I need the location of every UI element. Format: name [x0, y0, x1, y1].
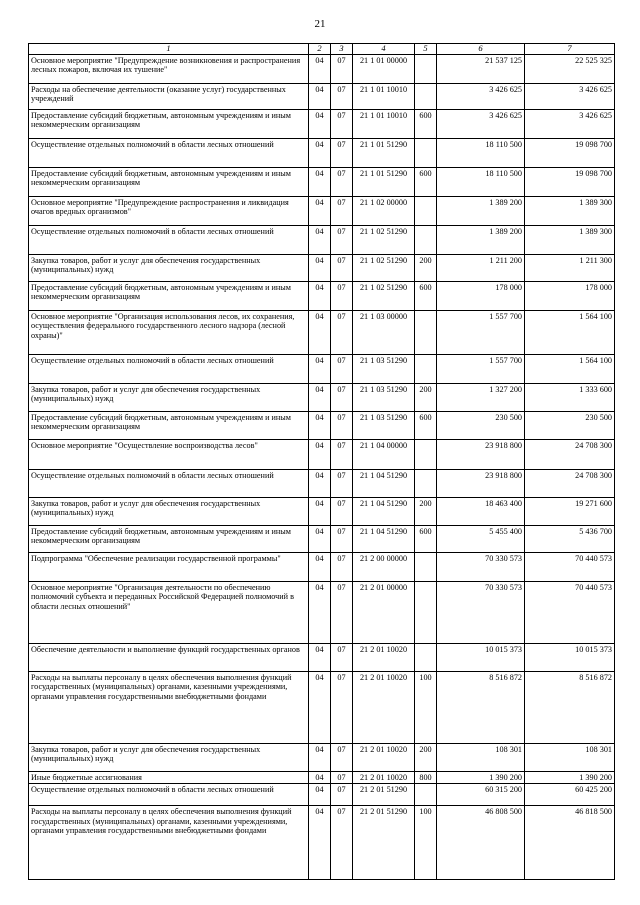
table-row [29, 310, 615, 354]
row-code: 21 1 03 51290 [353, 354, 415, 383]
row-section: 04 [309, 806, 331, 880]
row-code: 21 1 02 00000 [353, 196, 415, 225]
row-section: 04 [309, 167, 331, 196]
row-value-2: 1 564 100 [525, 354, 615, 383]
row-subsection: 07 [331, 383, 353, 411]
table-row [29, 281, 615, 310]
row-code: 21 1 03 51290 [353, 383, 415, 411]
row-section: 04 [309, 469, 331, 497]
row-section: 04 [309, 83, 331, 109]
col-header-value2: 7 [525, 44, 615, 55]
row-subsection: 07 [331, 671, 353, 743]
row-value-2: 24 708 300 [525, 469, 615, 497]
table-row [29, 671, 615, 743]
row-expense-type: 800 [415, 771, 437, 784]
row-value-2: 19 098 700 [525, 138, 615, 167]
table-row [29, 643, 615, 671]
row-expense-type [415, 196, 437, 225]
row-value-1: 46 808 500 [437, 806, 525, 880]
row-value-2: 60 425 200 [525, 784, 615, 806]
col-header-name: 1 [29, 44, 309, 55]
row-code: 21 1 04 51290 [353, 497, 415, 525]
row-name: Закупка товаров, работ и услуг для обеспечения государственных (муниципальных) нужд [29, 254, 309, 281]
table-row [29, 109, 615, 138]
row-name: Осуществление отдельных полномочий в области лесных отношений [29, 784, 309, 806]
row-name: Основное мероприятие "Осуществление воспроизводства лесов" [29, 439, 309, 469]
row-value-1: 23 918 800 [437, 439, 525, 469]
row-expense-type: 600 [415, 167, 437, 196]
row-value-1: 1 390 200 [437, 771, 525, 784]
row-value-1: 3 426 625 [437, 83, 525, 109]
row-subsection: 07 [331, 167, 353, 196]
row-name: Закупка товаров, работ и услуг для обеспечения государственных (муниципальных) нужд [29, 497, 309, 525]
row-expense-type: 200 [415, 743, 437, 771]
row-section: 04 [309, 254, 331, 281]
table-row [29, 138, 615, 167]
table-row [29, 167, 615, 196]
row-subsection: 07 [331, 196, 353, 225]
row-section: 04 [309, 439, 331, 469]
row-name: Предоставление субсидий бюджетным, автономным учреждениям и иным некоммерческим организациям [29, 525, 309, 552]
row-value-1: 70 330 573 [437, 581, 525, 643]
row-value-2: 8 516 872 [525, 671, 615, 743]
row-section: 04 [309, 671, 331, 743]
row-expense-type: 600 [415, 525, 437, 552]
row-code: 21 1 01 51290 [353, 167, 415, 196]
row-section: 04 [309, 771, 331, 784]
row-name: Осуществление отдельных полномочий в области лесных отношений [29, 138, 309, 167]
row-expense-type [415, 469, 437, 497]
row-expense-type: 100 [415, 671, 437, 743]
row-expense-type [415, 439, 437, 469]
table-row [29, 497, 615, 525]
row-subsection: 07 [331, 439, 353, 469]
row-expense-type [415, 138, 437, 167]
row-value-1: 60 315 200 [437, 784, 525, 806]
row-section: 04 [309, 643, 331, 671]
table-row [29, 743, 615, 771]
row-value-1: 70 330 573 [437, 552, 525, 581]
row-value-2: 1 564 100 [525, 310, 615, 354]
row-subsection: 07 [331, 138, 353, 167]
row-value-1: 5 455 400 [437, 525, 525, 552]
row-subsection: 07 [331, 281, 353, 310]
row-value-2: 1 390 200 [525, 771, 615, 784]
table-row [29, 54, 615, 83]
row-subsection: 07 [331, 771, 353, 784]
row-subsection: 07 [331, 552, 353, 581]
row-expense-type: 600 [415, 109, 437, 138]
col-header-type: 5 [415, 44, 437, 55]
table-row [29, 771, 615, 784]
row-expense-type: 600 [415, 411, 437, 439]
table-row [29, 83, 615, 109]
row-subsection: 07 [331, 54, 353, 83]
row-value-1: 18 110 500 [437, 138, 525, 167]
row-code: 21 2 01 51290 [353, 784, 415, 806]
table-row [29, 806, 615, 880]
row-subsection: 07 [331, 806, 353, 880]
row-section: 04 [309, 497, 331, 525]
row-value-2: 70 440 573 [525, 581, 615, 643]
row-section: 04 [309, 552, 331, 581]
row-expense-type: 200 [415, 497, 437, 525]
row-subsection: 07 [331, 743, 353, 771]
row-subsection: 07 [331, 497, 353, 525]
row-value-1: 1 557 700 [437, 310, 525, 354]
row-expense-type [415, 310, 437, 354]
row-name: Основное мероприятие "Предупреждение возникновения и распространения лесных пожаров, включая их тушение" [29, 54, 309, 83]
row-value-2: 10 015 373 [525, 643, 615, 671]
table-row [29, 254, 615, 281]
row-section: 04 [309, 54, 331, 83]
row-code: 21 2 01 10020 [353, 771, 415, 784]
row-value-2: 22 525 325 [525, 54, 615, 83]
row-value-1: 178 000 [437, 281, 525, 310]
row-value-1: 230 500 [437, 411, 525, 439]
row-subsection: 07 [331, 354, 353, 383]
row-section: 04 [309, 411, 331, 439]
table-row [29, 411, 615, 439]
row-value-1: 23 918 800 [437, 469, 525, 497]
row-value-1: 108 301 [437, 743, 525, 771]
row-value-1: 18 110 500 [437, 167, 525, 196]
row-name: Иные бюджетные ассигнования [29, 771, 309, 784]
row-code: 21 2 01 51290 [353, 806, 415, 880]
table-row [29, 784, 615, 806]
row-name: Предоставление субсидий бюджетным, автономным учреждениям и иным некоммерческим организациям [29, 109, 309, 138]
row-name: Предоставление субсидий бюджетным, автономным учреждениям и иным некоммерческим организациям [29, 167, 309, 196]
row-code: 21 1 03 51290 [353, 411, 415, 439]
row-name: Осуществление отдельных полномочий в области лесных отношений [29, 469, 309, 497]
page-number: 21 [314, 18, 326, 30]
row-section: 04 [309, 743, 331, 771]
row-name: Расходы на выплаты персоналу в целях обеспечения выполнения функций государственных (муниципальных) органами, казенными учреждениями, органами управления государственными внебюджетными фондами [29, 671, 309, 743]
row-subsection: 07 [331, 525, 353, 552]
col-header-code: 4 [353, 44, 415, 55]
row-value-2: 19 098 700 [525, 167, 615, 196]
row-value-1: 18 463 400 [437, 497, 525, 525]
row-section: 04 [309, 581, 331, 643]
row-code: 21 2 01 00000 [353, 581, 415, 643]
row-section: 04 [309, 354, 331, 383]
row-code: 21 1 01 00000 [353, 54, 415, 83]
row-section: 04 [309, 196, 331, 225]
row-code: 21 1 04 51290 [353, 469, 415, 497]
row-subsection: 07 [331, 469, 353, 497]
row-section: 04 [309, 383, 331, 411]
header-row [29, 44, 615, 55]
row-value-2: 3 426 625 [525, 83, 615, 109]
row-code: 21 1 01 51290 [353, 138, 415, 167]
row-expense-type: 100 [415, 806, 437, 880]
row-value-2: 230 500 [525, 411, 615, 439]
row-code: 21 2 01 10020 [353, 643, 415, 671]
row-value-2: 24 708 300 [525, 439, 615, 469]
row-expense-type: 200 [415, 254, 437, 281]
col-header-section: 2 [309, 44, 331, 55]
row-subsection: 07 [331, 643, 353, 671]
row-code: 21 2 00 00000 [353, 552, 415, 581]
row-value-1: 1 557 700 [437, 354, 525, 383]
row-code: 21 2 01 10020 [353, 743, 415, 771]
row-value-2: 19 271 600 [525, 497, 615, 525]
row-code: 21 2 01 10020 [353, 671, 415, 743]
table-row [29, 552, 615, 581]
table-row [29, 225, 615, 254]
row-expense-type [415, 581, 437, 643]
table-row [29, 469, 615, 497]
row-value-2: 178 000 [525, 281, 615, 310]
row-value-2: 1 333 600 [525, 383, 615, 411]
row-subsection: 07 [331, 784, 353, 806]
row-code: 21 1 01 10010 [353, 109, 415, 138]
row-section: 04 [309, 109, 331, 138]
row-value-1: 1 389 200 [437, 196, 525, 225]
row-name: Осуществление отдельных полномочий в области лесных отношений [29, 354, 309, 383]
row-section: 04 [309, 525, 331, 552]
row-name: Предоставление субсидий бюджетным, автономным учреждениям и иным некоммерческим организациям [29, 411, 309, 439]
row-code: 21 1 02 51290 [353, 225, 415, 254]
row-value-2: 5 436 700 [525, 525, 615, 552]
row-value-1: 1 327 200 [437, 383, 525, 411]
row-code: 21 1 03 00000 [353, 310, 415, 354]
table-row [29, 439, 615, 469]
row-expense-type [415, 552, 437, 581]
table-row [29, 383, 615, 411]
row-section: 04 [309, 225, 331, 254]
row-code: 21 1 04 51290 [353, 525, 415, 552]
row-name: Предоставление субсидий бюджетным, автономным учреждениям и иным некоммерческим организациям [29, 281, 309, 310]
col-header-value1: 6 [437, 44, 525, 55]
row-subsection: 07 [331, 411, 353, 439]
row-name: Основное мероприятие "Организация деятельности по обеспечению полномочий субъекта и переданных Российской Федерацией полномочий в области лесных отношений" [29, 581, 309, 643]
table-row [29, 525, 615, 552]
row-name: Расходы на обеспечение деятельности (оказание услуг) государственных учреждений [29, 83, 309, 109]
table-row [29, 354, 615, 383]
row-expense-type [415, 225, 437, 254]
row-section: 04 [309, 784, 331, 806]
row-subsection: 07 [331, 225, 353, 254]
row-name: Закупка товаров, работ и услуг для обеспечения государственных (муниципальных) нужд [29, 743, 309, 771]
row-expense-type [415, 784, 437, 806]
row-name: Обеспечение деятельности и выполнение функций государственных органов [29, 643, 309, 671]
row-subsection: 07 [331, 581, 353, 643]
row-value-1: 10 015 373 [437, 643, 525, 671]
row-name: Основное мероприятие "Предупреждение распространения и ликвидация очагов вредных организмов" [29, 196, 309, 225]
table-row [29, 581, 615, 643]
row-value-1: 21 537 125 [437, 54, 525, 83]
col-header-subsection: 3 [331, 44, 353, 55]
row-value-2: 1 211 300 [525, 254, 615, 281]
table-row [29, 196, 615, 225]
row-name: Подпрограмма "Обеспечение реализации государственной программы" [29, 552, 309, 581]
row-name: Основное мероприятие "Организация использования лесов, их сохранения, осуществления федерального государственного лесного надзора (лесной охраны)" [29, 310, 309, 354]
row-value-2: 46 818 500 [525, 806, 615, 880]
row-expense-type [415, 643, 437, 671]
row-expense-type: 600 [415, 281, 437, 310]
row-subsection: 07 [331, 254, 353, 281]
row-expense-type: 200 [415, 383, 437, 411]
row-code: 21 1 04 00000 [353, 439, 415, 469]
row-value-2: 1 389 300 [525, 225, 615, 254]
row-value-2: 3 426 625 [525, 109, 615, 138]
row-value-2: 70 440 573 [525, 552, 615, 581]
row-value-1: 3 426 625 [437, 109, 525, 138]
row-value-1: 8 516 872 [437, 671, 525, 743]
row-expense-type [415, 83, 437, 109]
row-value-1: 1 389 200 [437, 225, 525, 254]
row-value-2: 1 389 300 [525, 196, 615, 225]
row-value-2: 108 301 [525, 743, 615, 771]
row-name: Закупка товаров, работ и услуг для обеспечения государственных (муниципальных) нужд [29, 383, 309, 411]
row-section: 04 [309, 281, 331, 310]
row-expense-type [415, 54, 437, 83]
row-name: Осуществление отдельных полномочий в области лесных отношений [29, 225, 309, 254]
row-section: 04 [309, 310, 331, 354]
row-value-1: 1 211 200 [437, 254, 525, 281]
row-code: 21 1 02 51290 [353, 254, 415, 281]
budget-table [28, 43, 615, 880]
row-subsection: 07 [331, 83, 353, 109]
row-code: 21 1 02 51290 [353, 281, 415, 310]
row-name: Расходы на выплаты персоналу в целях обеспечения выполнения функций государственных (муниципальных) органами, казенными учреждениями, органами управления государственными внебюджетными фондами [29, 806, 309, 880]
row-subsection: 07 [331, 109, 353, 138]
row-subsection: 07 [331, 310, 353, 354]
row-code: 21 1 01 10010 [353, 83, 415, 109]
row-section: 04 [309, 138, 331, 167]
row-expense-type [415, 354, 437, 383]
